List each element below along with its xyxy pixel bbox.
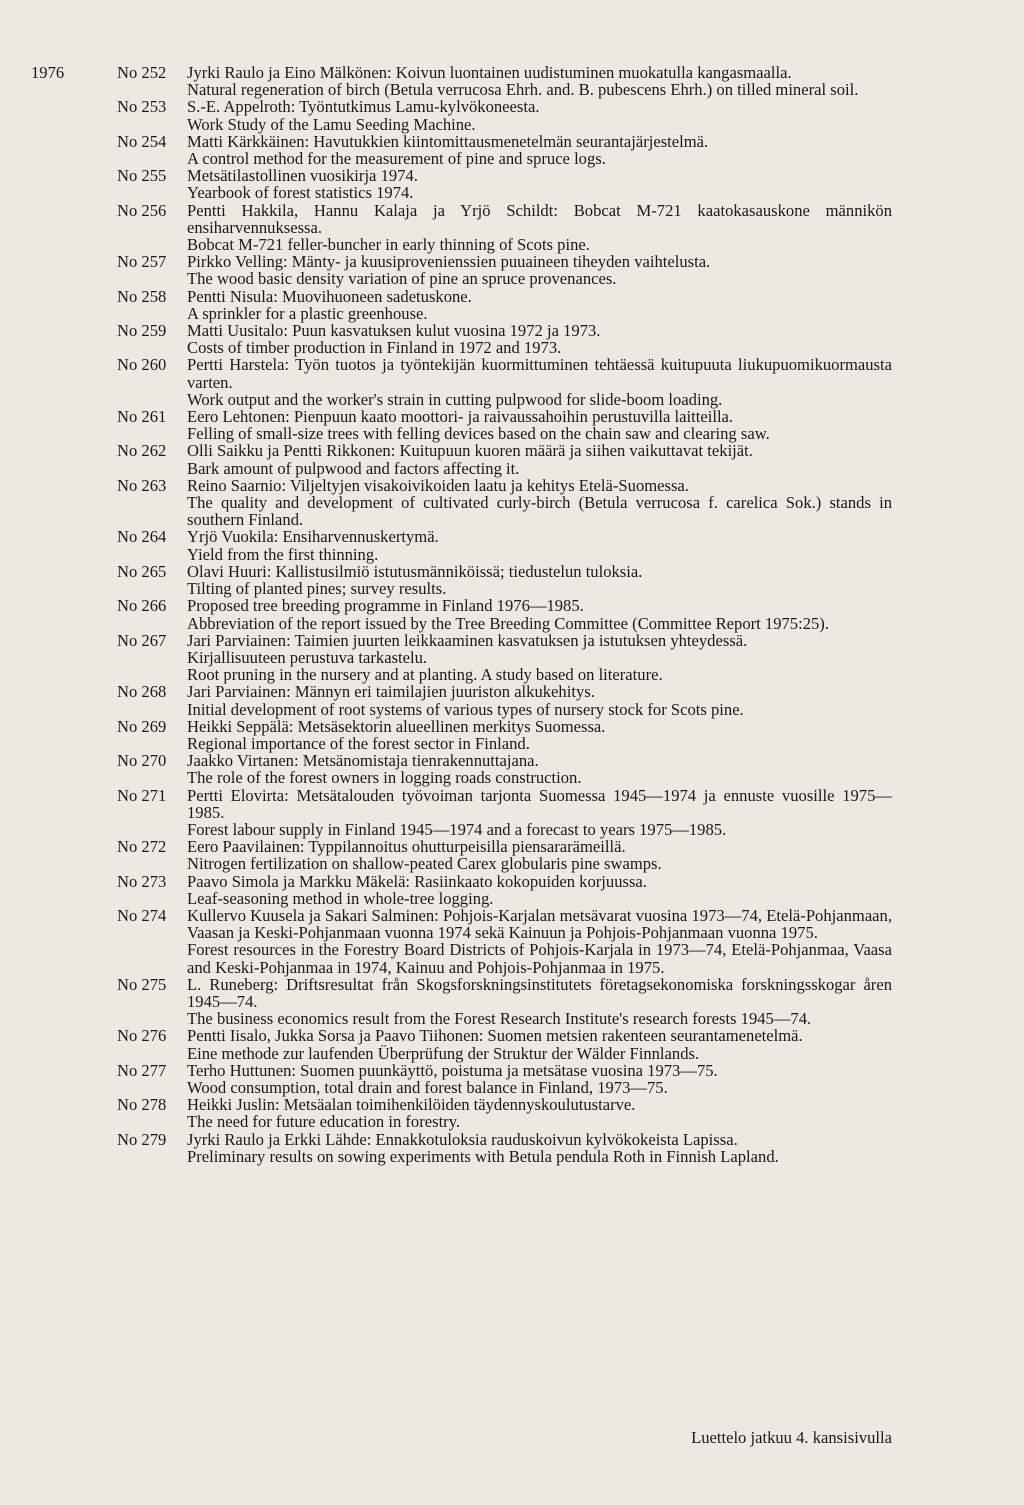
entry-number: No 279 [117,1129,167,1149]
entry-title-en: Preliminary results on sowing experiments with Betula pendula Roth in Finnish Lapland. [187,1146,779,1166]
year-label: 1976 [31,63,65,82]
entry-title-en: Yield from the first thinning. [187,544,379,564]
entry-title-en: The role of the forest owners in logging roads construction. [187,768,582,788]
entry-number: No 254 [117,131,167,151]
list-item [117,718,892,752]
entry-title-sv: L. Runeberg: Driftsresultat från Skogsforskningsinstitutets företagsekonomiska forskningsskogar åren 1945—74. [187,974,892,1011]
list-item [117,838,892,872]
entry-title-en: Wood consumption, total drain and forest balance in Finland, 1973—75. [187,1077,668,1097]
entry-title-en: Costs of timber production in Finland in 1972 and 1973. [187,338,562,358]
list-item [117,442,892,476]
entry-number: No 274 [117,905,167,925]
list-item [117,907,892,976]
list-item [117,202,892,254]
list-item [117,563,892,597]
entry-title-fi: Matti Kärkkäinen: Havutukkien kiintomittausmenetelmän seurantajärjestelmä. [187,131,709,151]
entry-title-en: Work Study of the Lamu Seeding Machine. [187,114,476,134]
entry-number: No 278 [117,1095,167,1115]
list-item [117,356,892,408]
entry-title-en: The wood basic density variation of pine an spruce provenances. [187,269,617,289]
entry-title-en: Forest resources in the Forestry Board Districts of Pohjois-Karjala in 1973—74, Etelä-Pohjanmaa, Vaasa and Keski-Pohjanmaa in 1974, Kainuu and Pohjois-Pohjanmaa in 1975. [187,940,892,977]
list-item [117,632,892,684]
entry-title-fi: Pentti Iisalo, Jukka Sorsa ja Paavo Tiihonen: Suomen metsien rakenteen seurantamenetelmä. [187,1026,803,1046]
entry-title-en: Regional importance of the forest sector in Finland. [187,733,530,753]
entry-number: No 272 [117,837,167,857]
entry-title-de: Eine methode zur laufenden Überprüfung der Struktur der Wälder Finnlands. [187,1043,700,1063]
entry-title-fi: Reino Saarnio: Viljeltyjen visakoivikoiden laatu ja kehitys Etelä-Suomessa. [187,475,689,495]
list-item [117,288,892,322]
entry-number: No 265 [117,561,167,581]
entry-title-en: Nitrogen fertilization on shallow-peated Carex globularis pine swamps. [187,854,662,874]
entry-number: No 271 [117,785,167,805]
entry-number: No 260 [117,355,167,375]
entry-title-fi: Proposed tree breeding programme in Finland 1976—1985. [187,596,584,616]
entry-title-fi: Jyrki Raulo ja Erkki Lähde: Ennakkotuloksia rauduskoivun kylvökokeista Lapissa. [187,1129,738,1149]
entry-number: No 277 [117,1060,167,1080]
entry-number: No 266 [117,596,167,616]
entry-title-fi: Eero Lehtonen: Pienpuun kaato moottori- ja raivaussahoihin perustuvilla laitteilla. [187,407,734,427]
entry-number: No 259 [117,321,167,341]
list-item [117,477,892,529]
entry-title-fi: Yrjö Vuokila: Ensiharvennuskertymä. [187,527,439,547]
entry-number: No 262 [117,441,167,461]
entry-number: No 253 [117,97,167,117]
entry-title-en: Felling of small-size trees with felling devices based on the chain saw and clearing saw. [187,424,770,444]
entry-title-fi: Olavi Huuri: Kallistusilmiö istutusmänniköissä; tiedustelun tuloksia. [187,561,643,581]
list-item [117,167,892,201]
publication-list [117,64,892,1165]
entry-number: No 264 [117,527,167,547]
entry-title-fi: Eero Paavilainen: Typpilannoitus ohutturpeisilla piensararämeillä. [187,837,626,857]
entry-title-en: Tilting of planted pines; survey results. [187,579,447,599]
entry-title-en: Root pruning in the nursery and at planting. A study based on literature. [187,665,663,685]
list-item [117,752,892,786]
entry-number: No 256 [117,200,167,220]
entry-title-fi: Pertti Elovirta: Metsätalouden työvoiman tarjonta Suomessa 1945—1974 ja ennuste vuosille 1975—1985. [187,785,892,822]
list-item [117,408,892,442]
entry-title-en: Forest labour supply in Finland 1945—1974 and a forecast to years 1975—1985. [187,819,727,839]
entry-number: No 273 [117,871,167,891]
entry-title-fi: Pentti Hakkila, Hannu Kalaja ja Yrjö Schildt: Bobcat M-721 kaatokasauskone männikön ensiharvennuksessa. [187,200,892,237]
list-item [117,1131,892,1165]
list-item [117,873,892,907]
entry-number: No 261 [117,407,167,427]
entry-title-fi: Paavo Simola ja Markku Mäkelä: Rasiinkaato kokopuiden korjuussa. [187,871,647,891]
entry-number: No 270 [117,751,167,771]
list-item [117,98,892,132]
entry-title-fi: S.-E. Appelroth: Työntutkimus Lamu-kylvökoneesta. [187,97,540,117]
list-item [117,787,892,839]
entry-number: No 252 [117,63,167,82]
entry-title-fi: Matti Uusitalo: Puun kasvatuksen kulut vuosina 1972 ja 1973. [187,321,601,341]
list-item [117,597,892,631]
entry-number: No 267 [117,630,167,650]
entry-title-en: Bobcat M-721 feller-buncher in early thinning of Scots pine. [187,235,590,255]
entry-number: No 263 [117,475,167,495]
entry-title-en: Abbreviation of the report issued by the Tree Breeding Committee (Committee Report 1975:25). [187,613,829,633]
list-item [117,322,892,356]
entry-title-fi: Heikki Seppälä: Metsäsektorin alueellinen merkitys Suomessa. [187,716,606,736]
list-item [117,1062,892,1096]
list-item [117,133,892,167]
entry-title-fi: Pirkko Velling: Mänty- ja kuusiprovenienssien puuaineen tiheyden vaihtelusta. [187,252,711,272]
entry-title-en: A sprinkler for a plastic greenhouse. [187,303,428,323]
list-item [117,683,892,717]
entry-title-fi: Olli Saikku ja Pentti Rikkonen: Kuitupuun kuoren määrä ja siihen vaikuttavat tekijät. [187,441,753,461]
list-item [117,1027,892,1061]
entry-number: No 275 [117,974,167,994]
entry-title-en: Work output and the worker's strain in cutting pulpwood for slide-boom loading. [187,389,723,409]
entry-number: No 257 [117,252,167,272]
list-item [117,976,892,1028]
list-item [117,64,892,98]
entry-title-en: Leaf-seasoning method in whole-tree logging. [187,888,494,908]
list-item [117,528,892,562]
continuation-note: Luettelo jatkuu 4. kansisivulla [691,1428,892,1447]
entry-number: No 269 [117,716,167,736]
entry-title-fi: Metsätilastollinen vuosikirja 1974. [187,166,418,186]
entry-subtitle-fi: Kirjallisuuteen perustuva tarkastelu. [187,647,428,667]
entry-title-en: The need for future education in forestry. [187,1112,461,1132]
entry-title-fi: Terho Huttunen: Suomen puunkäyttö, poistuma ja metsätase vuosina 1973—75. [187,1060,718,1080]
entry-title-fi: Pertti Harstela: Työn tuotos ja työntekijän kuormittuminen tehtäessä kuitupuuta liukupuomikuormausta varten. [187,355,892,392]
entry-title-fi: Heikki Juslin: Metsäalan toimihenkilöiden täydennyskoulutustarve. [187,1095,636,1115]
entry-number: No 268 [117,682,167,702]
entry-title-fi: Pentti Nisula: Muovihuoneen sadetuskone. [187,286,472,306]
entry-title-fi: Kullervo Kuusela ja Sakari Salminen: Pohjois-Karjalan metsävarat vuosina 1973—74, Etelä-Pohjanmaan, Vaasan ja Keski-Pohjanmaan vuonna 1974 sekä Kainuun ja Pohjois-Pohjanmaan vuonna 1975. [187,905,892,943]
entry-title-en: Initial development of root systems of various types of nursery stock for Scots pine. [187,699,744,719]
entry-number: No 258 [117,286,167,306]
entry-title-fi: Jaakko Virtanen: Metsänomistaja tienrakennuttajana. [187,751,539,771]
entry-title-en: Natural regeneration of birch (Betula verrucosa Ehrh. and. B. pubescens Ehrh.) on tilled mineral soil. [187,80,859,100]
entry-number: No 255 [117,166,167,186]
list-item [117,1096,892,1130]
entry-title-fi: Jari Parviainen: Männyn eri taimilajien juuriston alkukehitys. [187,682,595,702]
list-item [117,253,892,287]
entry-title-fi: Jari Parviainen: Taimien juurten leikkaaminen kasvatuksen ja istutuksen yhteydessä. [187,630,748,650]
entry-title-en: A control method for the measurement of pine and spruce logs. [187,149,606,169]
entry-title-en: The quality and development of cultivated curly-birch (Betula verrucosa f. carelica Sok.) stands in southern Finland. [187,493,892,530]
entry-title-fi: Jyrki Raulo ja Eino Mälkönen: Koivun luontainen uudistuminen muokatulla kangasmaalla. [187,63,792,82]
entry-number: No 276 [117,1026,167,1046]
entry-title-en: Yearbook of forest statistics 1974. [187,183,414,203]
entry-title-en: The business economics result from the Forest Research Institute's research forests 1945—74. [187,1009,812,1029]
entry-title-en: Bark amount of pulpwood and factors affecting it. [187,458,520,478]
